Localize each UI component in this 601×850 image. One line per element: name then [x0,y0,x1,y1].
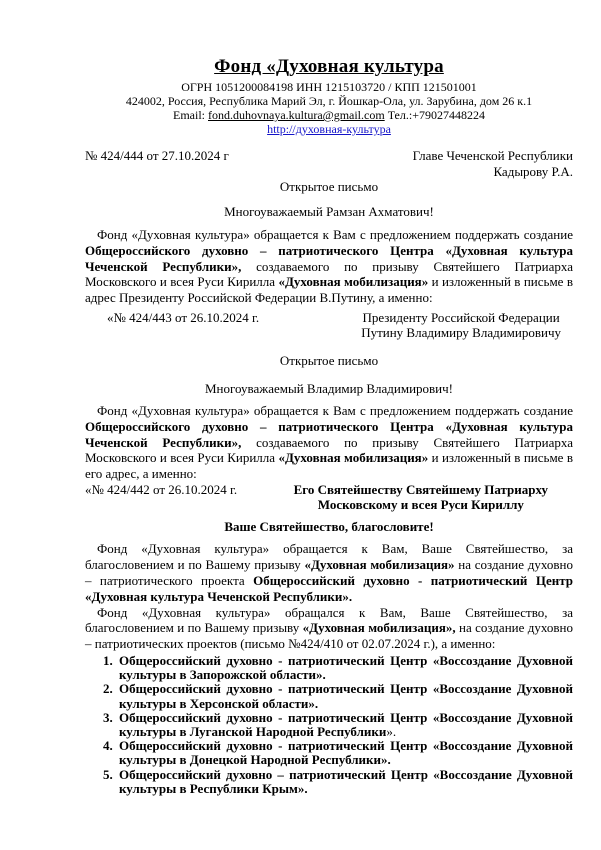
addressee-line: Кадырову Р.А. [493,163,573,179]
org-registration-line: ОГРН 1051200084198 ИНН 1215103720 / КПП 121501001 [181,80,477,94]
bold-text-run: «Духовная мобилизация» [278,450,429,466]
bold-text-run: Общероссийского духовно – патриотического Центра «Духовная культура Чеченской Республики», [85,418,573,450]
addressee-line: Его Святейшеству Святейшему Патриарху [293,481,548,497]
list-item-text [119,768,573,796]
org-address-line: 424002, Россия, Республика Марий Эл, г. Йошкар-Ола, ул. Зарубина, дом 26 к.1 [125,94,533,108]
text-run: Фонд «Духовная культура» обращается к Вам с предложением поддержать создание [97,402,573,418]
list-item [85,739,573,767]
letter-to-patriarch [85,482,573,796]
text-run: создаваемого по призыву Святейшего Патриарха Московского и всея Руси Кирилла [85,434,573,466]
bold-text-run: Общероссийского духовно – патриотического Центра «Духовная культура Чеченской Республики», [85,242,573,274]
text-run: ». [386,724,397,740]
email-link[interactable]: fond.duhovnaya.kultura@gmail.com [208,108,385,122]
bold-text-run: Общероссийский духовно - патриотический Центр «Воссоздание Духовной культуры в Луганской Народной Республики [119,709,573,740]
body-paragraph [85,541,573,604]
list-item-number: 5. [103,766,113,782]
letter-type-heading: Открытое письмо [279,352,379,368]
list-item-text [119,654,573,682]
org-contact-line [85,108,573,122]
addressee-block [294,482,548,513]
ref-row-putin [85,310,573,341]
text-run: Фонд «Духовная культура» обращается к Вам с предложением поддержать создание [97,227,573,242]
text-run: на создание духовно – патриотического проекта [85,557,573,589]
ref-number: «№ 424/442 от 26.10.2024 г. [85,481,238,497]
addressee-line: Московскому и всея Руси Кириллу [317,497,524,513]
salutation: Многоуважаемый Рамзан Ахматович! [224,203,434,219]
text-run: Фонд «Духовная культура» обращается к Вам, Ваше Святейшество, за благословением и по Вашему призыву [85,541,573,573]
ref-row-patriarch [85,482,573,513]
ref-row-kadyrov [85,148,573,179]
list-item-text [119,739,573,767]
bold-text-run: «Духовная мобилизация» [278,274,429,290]
letter-to-putin [85,310,573,482]
addressee-line: Главе Чеченской Республики [412,148,573,163]
list-item-number: 3. [103,709,113,725]
org-title: Фонд «Духовная культура [214,56,444,77]
body-paragraph [85,403,573,482]
list-item-number: 4. [103,738,113,754]
list-item-text [119,711,573,739]
text-run: и изложенный в письме в его адрес, а именно: [85,450,573,482]
bold-text-run: Общероссийский духовно - патриотический Центр «Воссоздание Духовной культуры в Донецкой Народной Республики». [119,738,573,768]
addressee-line: Президенту Российской Федерации [362,309,560,325]
list-item [85,768,573,796]
addressee-block [361,310,561,341]
projects-list [85,654,573,796]
website-line [85,122,573,136]
bold-text-run: «Духовная мобилизация», [302,620,456,636]
bold-text-run: Общероссийский духовно - патриотический Центр «Духовная культура Чеченской Республики». [85,573,573,604]
bold-text-run: Общероссийский духовно – патриотический Центр «Воссоздание Духовной культуры в Республики Крым». [119,766,573,796]
bold-text-run: Общероссийский духовно - патриотический Центр «Воссоздание Духовной культуры в Херсонской области». [119,681,573,711]
list-item-text [119,682,573,710]
letter-type-heading: Открытое письмо [279,179,379,194]
text-run: создаваемого по призыву Святейшего Патриарха Московского и всея Руси Кирилла [85,258,573,290]
email-label: Email: [173,108,208,122]
list-item [85,711,573,739]
ref-number: № 424/444 от 27.10.2024 г [85,148,229,163]
bold-text-run: «Духовная мобилизация» [304,557,455,573]
blessing-heading: Ваше Святейшество, благословите! [224,518,434,534]
addressee-line: Путину Владимиру Владимировичу [361,325,561,341]
ref-number: «№ 424/443 от 26.10.2024 г. [107,309,260,325]
body-paragraph [85,605,573,652]
text-run: Фонд «Духовная культура» обращался к Вам, Ваше Святейшество, за благословением и по Вашему призыву [85,604,573,636]
bold-text-run: Общероссийский духовно - патриотический Центр «Воссоздание Духовной культуры в Запорожской области». [119,653,573,683]
letterhead [85,55,573,136]
letter-to-kadyrov [85,148,573,306]
text-run: на создание духовно – патриотических проектов (письмо №424/410 от 02.07.2024 г.), а именно: [85,620,573,652]
addressee-block [413,148,573,179]
salutation: Многоуважаемый Владимир Владимирович! [204,381,454,397]
list-item-number: 1. [103,653,113,669]
website-link[interactable]: http://духовная-культура [267,122,391,136]
list-item [85,682,573,710]
list-item-number: 2. [103,681,113,697]
text-run: и изложенный в письме в адрес Президенту Российской Федерации В.Путину, а именно: [85,274,573,306]
list-item [85,654,573,682]
phone-number: Тел.:+79027448224 [384,108,485,122]
body-paragraph [85,227,573,306]
